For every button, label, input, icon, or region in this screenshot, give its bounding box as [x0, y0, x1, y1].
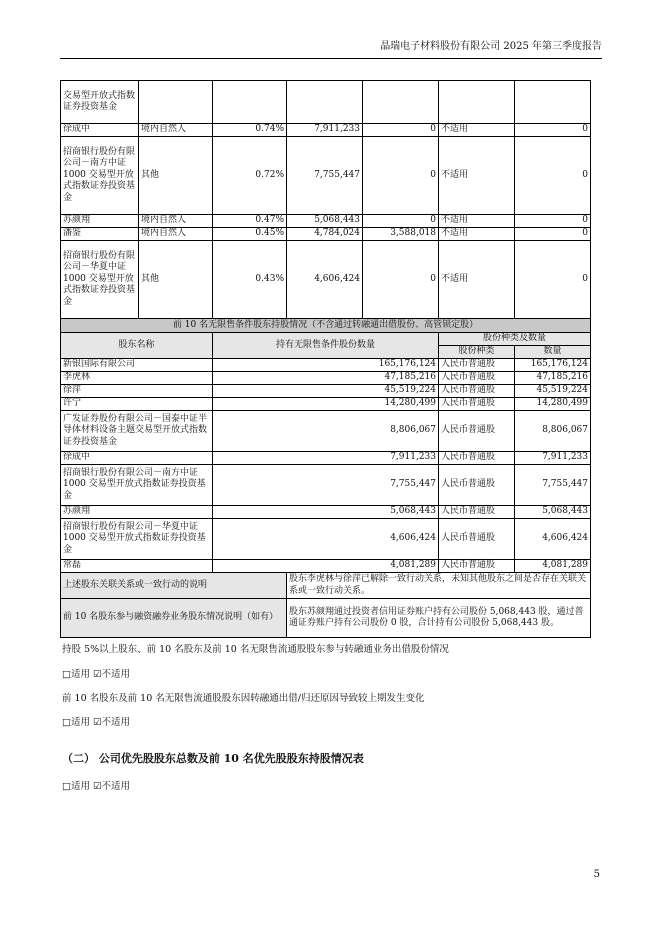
table-row: 招商银行股份有限公司－南方中证 1000 交易型开放式指数证券投资基金 7,755,447 人民币普通股 7,755,447 — [61, 465, 591, 506]
holder-name: 苏颜翔 — [61, 215, 139, 228]
table-row: 潘鉴 境内自然人 0.45% 4,784,024 3,588,018 不适用 0 — [61, 228, 591, 241]
related-text: 股东李虎林与徐萍已解除一致行动关系，未知其他股东之间是否存在关联关系或一致行动关系。 — [287, 573, 591, 599]
applicability-choice: □适用 ☑不适用 — [62, 781, 131, 792]
margin-row — [61, 599, 591, 638]
holder-column-header: 股东名称 — [61, 333, 213, 359]
holder-name: 交易型开放式指数证券投资基金 — [61, 81, 139, 124]
table-row: 许宁 14,280,499 人民币普通股 14,280,499 — [61, 398, 591, 411]
table-row: 徐成中 7,911,233 人民币普通股 7,911,233 — [61, 452, 591, 465]
holder-name: 招商银行股份有限公司－华夏中证 1000 交易型开放式指数证券投资基金 — [61, 241, 139, 319]
section-heading: （二） 公司优先股股东总数及前 10 名优先股股东持股情况表 — [62, 752, 364, 765]
applicability-choice: □适用 ☑不适用 — [62, 669, 131, 680]
page-number: 5 — [593, 869, 600, 880]
related-row — [61, 573, 591, 599]
table-row: 徐萍 45,519,224 人民币普通股 45,519,224 — [61, 385, 591, 398]
change-note: 前 10 名股东及前 10 名无限售流通股股东因转融通出借/归还原因导致较上期发生变化 — [62, 693, 425, 704]
table-row: 新银国际有限公司 165,176,124 人民币普通股 165,176,124 — [61, 359, 591, 372]
table-row: 李虎林 47,185,216 人民币普通股 47,185,216 — [61, 372, 591, 385]
table-row: 常磊 4,081,289 人民币普通股 4,081,289 — [61, 560, 591, 573]
report-title: 晶瑞电子材料股份有限公司 2025 年第三季度报告 — [380, 41, 602, 52]
table-row: 招商银行股份有限公司－华夏中证 1000 交易型开放式指数证券投资基金 4,606,424 人民币普通股 4,606,424 — [61, 519, 591, 560]
section-title-row — [61, 319, 591, 333]
quantity-header: 数量 — [515, 346, 591, 359]
holder-name: 徐成中 — [61, 124, 139, 137]
column-header-row — [61, 333, 591, 346]
holder-name: 招商银行股份有限公司－南方中证 1000 交易型开放式指数证券投资基金 — [61, 137, 139, 215]
table-row — [61, 81, 591, 124]
related-label: 上述股东关联关系或一致行动的说明 — [61, 573, 287, 599]
lending-note: 持股 5%以上股东、前 10 名股东及前 10 名无限售流通股股东参与转融通业务出借股份情况 — [62, 644, 449, 655]
table-row: 苏颜翔 5,068,443 人民币普通股 5,068,443 — [61, 506, 591, 519]
share-type-group-header: 股份种类及数量 — [439, 333, 591, 346]
table-row: 广发证券股份有限公司－国泰中证半导体材料设备主题交易型开放式指数证券投资基金 8,806,067 人民币普通股 8,806,067 — [61, 411, 591, 452]
page-header — [60, 40, 602, 59]
shareholder-table — [60, 80, 591, 638]
margin-label: 前 10 名股东参与融资融券业务股东情况说明（如有） — [61, 599, 287, 638]
table-row: 招商银行股份有限公司－南方中证 1000 交易型开放式指数证券投资基金 其他 0.72% 7,755,447 0 不适用 0 — [61, 137, 591, 215]
applicability-choice: □适用 ☑不适用 — [62, 717, 131, 728]
unrestricted-column-header: 持有无限售条件股份数量 — [213, 333, 439, 359]
section-title: 前 10 名无限售条件股东持股情况（不含通过转融通出借股份、高管锁定股） — [61, 319, 591, 333]
margin-text: 股东苏颜翔通过投资者信用证券账户持有公司股份 5,068,443 股，通过普通证券账户持有公司股份 0 股，合计持有公司股份 5,068,443 股。 — [287, 599, 591, 638]
share-type-header: 股份种类 — [439, 346, 515, 359]
table-row: 徐成中 境内自然人 0.74% 7,911,233 0 不适用 0 — [61, 124, 591, 137]
holder-name: 潘鉴 — [61, 228, 139, 241]
table-row: 招商银行股份有限公司－华夏中证 1000 交易型开放式指数证券投资基金 其他 0.43% 4,606,424 0 不适用 0 — [61, 241, 591, 319]
table-row: 苏颜翔 境内自然人 0.47% 5,068,443 0 不适用 0 — [61, 215, 591, 228]
